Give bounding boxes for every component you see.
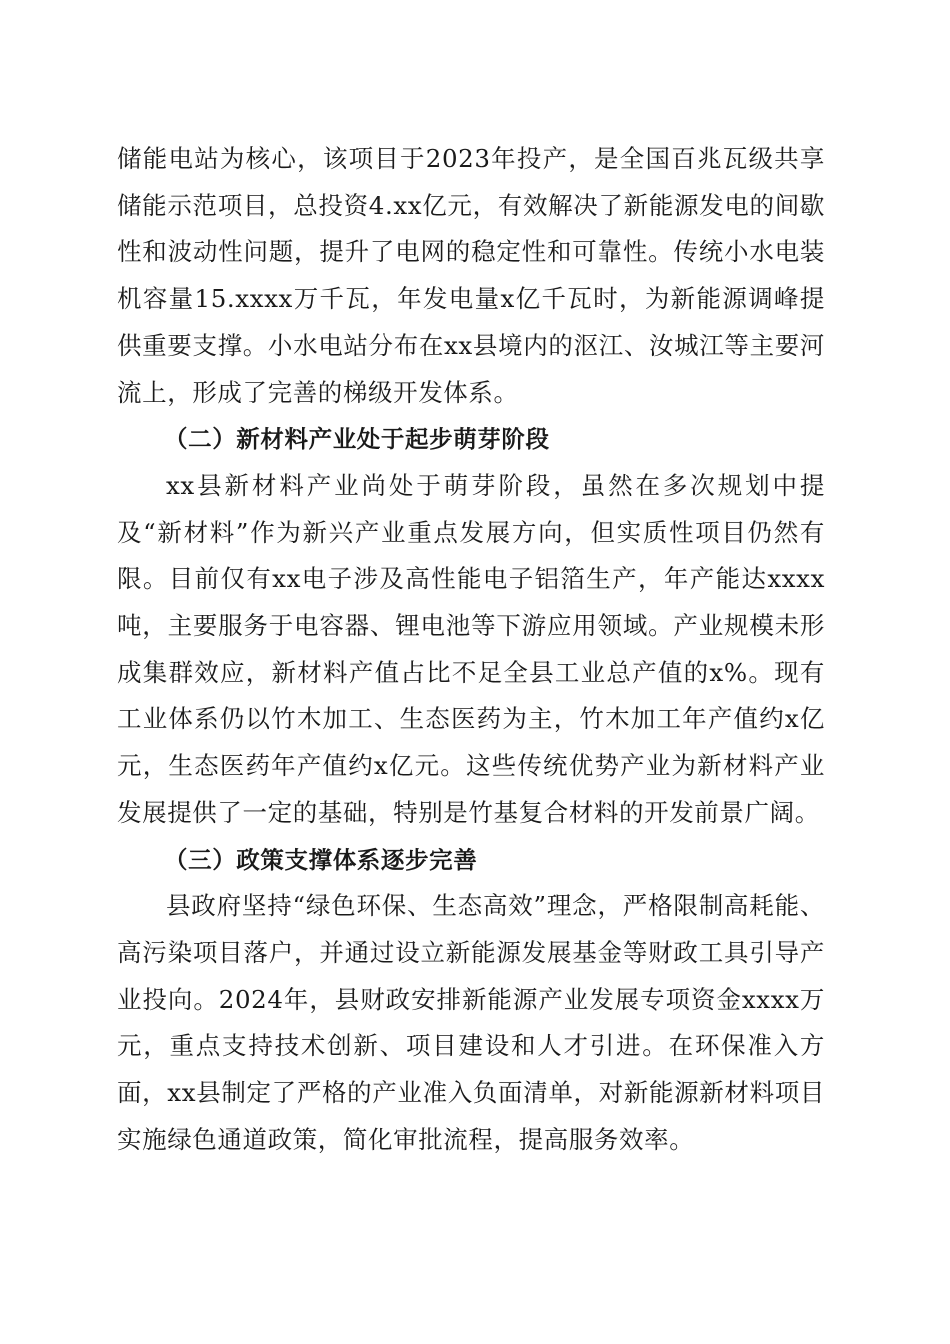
paragraph-energy-storage: 储能电站为核心，该项目于2023年投产，是全国百兆瓦级共享储能示范项目，总投资4.xx亿元，有效解决了新能源发电的间歇性和波动性问题，提升了电网的稳定性和可靠性。传统小水电装机容量15.xxxx万千瓦，年发电量x亿千瓦时，为新能源调峰提供重要支撑。小水电站分布在xx县境内的沤江、汝城江等主要河流上，形成了完善的梯级开发体系。 xyxy=(117,144,825,407)
paragraph-new-materials: xx县新材料产业尚处于萌芽阶段，虽然在多次规划中提及“新材料”作为新兴产业重点发展方向，但实质性项目仍然有限。目前仅有xx电子涉及高性能电子铝箔生产，年产能达xxxx吨，主要服务于电容器、锂电池等下游应用领域。产业规模未形成集群效应，新材料产值占比不足全县工业总产值的x%。现有工业体系仍以竹木加工、生态医药为主，竹木加工年产值约x亿元，生态医药年产值约x亿元。这些传统优势产业为新材料产业发展提供了一定的基础，特别是竹基复合材料的开发前景广阔。 xyxy=(117,470,825,827)
section-heading-policy-support: （三）政策支撑体系逐步完善 xyxy=(164,845,478,874)
section-heading-new-materials: （二）新材料产业处于起步萌芽阶段 xyxy=(164,425,550,454)
paragraph-policy-support: 县政府坚持“绿色环保、生态高效”理念，严格限制高耗能、高污染项目落户，并通过设立新能源发展基金等财政工具引导产业投向。2024年，县财政安排新能源产业发展专项资金xxxx万元，重点支持技术创新、项目建设和人才引进。在环保准入方面，xx县制定了严格的产业准入负面清单，对新能源新材料项目实施绿色通道政策，简化审批流程，提高服务效率。 xyxy=(117,891,825,1154)
document-body xyxy=(117,136,825,1163)
